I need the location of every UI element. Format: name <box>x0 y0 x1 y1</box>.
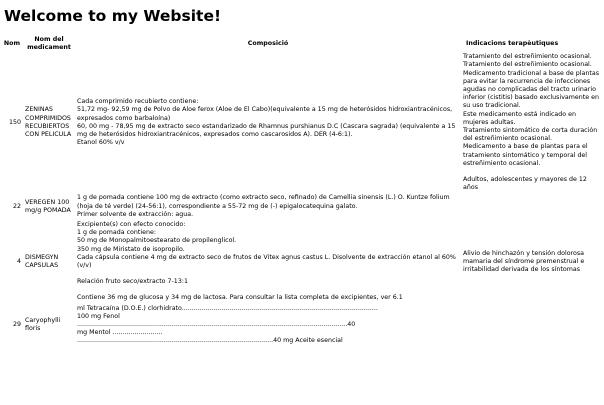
row-name: DISMEGYN CAPSULAS <box>25 253 59 269</box>
composition-line: Etanol 60% v/v <box>77 139 125 147</box>
composition-line: mg Mentol ......................... <box>77 329 163 337</box>
indication-gap <box>463 168 601 176</box>
header-composition: Composició <box>247 39 289 47</box>
medicines-table <box>0 34 604 348</box>
indication-line: Alivio de hinchazón y tensión dolorosa mamaria del síndrome premenstrual e irritabilidad derivada de los síntomas <box>463 249 585 273</box>
table-row <box>2 305 602 346</box>
composition-line: Contiene 36 mg de glucosa y 34 mg de lactosa. Para consultar la lista completa de excipientes, ver 6.1 <box>77 294 403 302</box>
table-row <box>2 221 602 303</box>
composition-line: 350 mg de Miristato de isopropilo. <box>77 245 185 253</box>
row-num: 4 <box>16 257 21 265</box>
row-indications <box>462 53 602 192</box>
header-indications: Indicacions terapèutiques <box>466 39 559 47</box>
indication-line: Tratamiento del estreñimiento ocasional. <box>463 61 592 69</box>
composition-line: 1 g de pomada contiene: <box>77 229 156 237</box>
indication-line: Medicamento a base de plantas para el tratamiento sintomático y temporal del estreñimiento ocasional. <box>463 143 588 167</box>
indication-line: Medicamento tradicional a base de plantas para evitar la recurrencia de infecciones agudas no complicadas del tracto urinario inferior (cistitis) basado exclusivamente en su uso tradicional. <box>463 69 599 110</box>
composition-gap <box>77 286 459 294</box>
composition-line: 50 mg de Monopalmitoestearato de propilenglicol. <box>77 237 237 245</box>
composition-line: ..................................................................................................40 mg Aceite esencial <box>77 337 343 345</box>
page-title: Welcome to my Website! <box>4 7 222 25</box>
table-header-row <box>2 36 602 51</box>
composition-line: Relación fruto seco/extracto 7-13:1 <box>77 278 188 286</box>
row-indications <box>462 194 602 219</box>
row-composition <box>76 221 460 303</box>
composition-line: Cada comprimido recubierto contiene: <box>77 98 199 106</box>
row-composition <box>76 194 460 219</box>
indication-line: Adultos, adolescentes y mayores de 12 años <box>463 176 587 192</box>
header-name: Nom del medicament <box>27 36 71 51</box>
row-composition <box>76 305 460 346</box>
header-num: Nom <box>3 39 21 47</box>
row-indications <box>462 221 602 303</box>
table-row <box>2 53 602 192</box>
row-num: 150 <box>8 118 21 126</box>
row-name: ZENINAS COMPRIMIDOS RECUBIERTOS CON PELICULA <box>25 106 72 139</box>
composition-line: 60, 00 mg - 78,95 mg de extracto seco estandarizado de Rhamnus purshianus D.C (Cascara sagrada) (equivalente a 15 mg de heterósidos hidroxiantracénicos, expresados como cascarosidos A). DER (4-6:1). <box>77 122 456 139</box>
indication-line: Este medicamento está indicado en mujeres adultas. <box>463 110 577 126</box>
row-composition <box>76 53 460 192</box>
composition-line: Excipiente(s) con efecto conocido: <box>77 221 186 229</box>
composition-line: 1 g de pomada contiene 100 mg de extracto (como extracto seco, refinado) de Camellia sinensis (L.) O. Kuntze folium (hoja de té verde) (24-56:1), correspondiente a 55-72 mg de (-) epigalocatequina galato. <box>77 194 450 210</box>
row-indications <box>462 305 602 346</box>
composition-line: ml Tetracaína (D.O.E.) clorhidrato.................................................................................................. <box>77 304 378 312</box>
row-num: 22 <box>12 202 21 210</box>
composition-line: Primer solvente de extracción: agua. <box>77 210 194 218</box>
row-name: VEREGEN 100 mg/g POMADA <box>25 198 71 214</box>
composition-line: 100 mg Fenol <box>77 312 120 320</box>
table-row <box>2 194 602 219</box>
composition-line: 51,72 mg- 92,59 mg de Polvo de Aloe ferox (Aloe de El Cabo)(equivalente a 15 mg de heterósidos hidroxiantracénicos, expresados como barbaloína) <box>77 106 453 122</box>
composition-line: Cada cápsula contiene 4 mg de extracto seco de frutos de Vitex agnus castus L. Disolvente de extracción etanol al 60% (v/v) <box>77 253 456 270</box>
composition-line: .......................................................................................................................................40 <box>77 321 356 329</box>
indication-line: Tratamiento del estreñimiento ocasional. <box>463 53 592 61</box>
indication-line: Tratamiento sintomático de corta duración del estreñimiento ocasional. <box>463 127 598 143</box>
row-num: 29 <box>12 321 21 329</box>
row-name: Caryophylli floris <box>25 316 61 333</box>
